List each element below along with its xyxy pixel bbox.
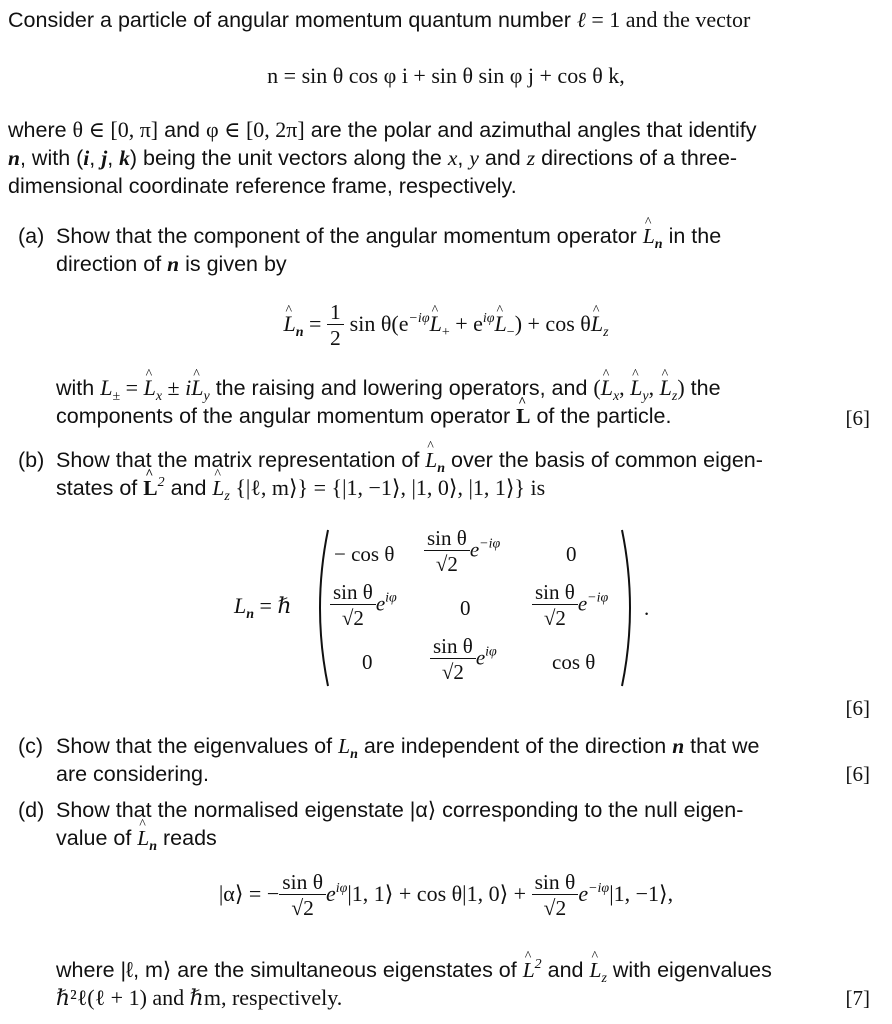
part-d-line-1: Show that the normalised eigenstate |α⟩ corresponding to the null eigen- (56, 798, 744, 822)
matrix-cell-13: 0 (566, 542, 577, 566)
part-b-line-1: Show that the matrix representation of ^ $L_n$ over the basis of common eigen- (56, 446, 870, 474)
matrix-cell-12: $\frac{\text{sin θ}}{√2}$ $e^{-i\varphi}$ (424, 526, 500, 577)
half-fraction: $\frac{1}{2}$ (327, 300, 344, 351)
part-a-marks: [6] (845, 406, 870, 430)
part-d-line-2: value of ^ $L_n$ reads (56, 824, 870, 852)
part-d-marks: [7] (845, 986, 870, 1010)
part-b-line-2: states of ^ $L^2$ and ^ $L_z$ {|ℓ, m⟩} = {|1, −1⟩, |1, 0⟩, |1, 1⟩} is (56, 474, 870, 502)
part-c-marks: [6] (845, 762, 870, 786)
vector-equation: n = sin θ cos φ i + sin θ sin φ j + cos θ k, (267, 63, 625, 88)
Ln-operator-equation: ^ $L_n$ = $\frac{1}{2}$ $\sin \theta(e^{-i\varphi}\^{}$ $L_+$ + $e^{i\varphi}\^{}$ $L_-) + \cos$ θ^ $L_z$ (0, 300, 892, 351)
matrix-cell-32: $\frac{\text{sin θ}}{√2}$ $e^{i\varphi}$ (430, 634, 497, 685)
part-a (18, 222, 870, 278)
intro-line-4: dimensional coordinate reference frame, respectively. (8, 174, 517, 198)
matrix-cell-23: $\frac{\text{sin θ}}{√2}$ $e^{-i\varphi}$ (532, 580, 608, 631)
part-a-line-4: components of the angular momentum operator ^ L of the particle. (56, 402, 870, 430)
part-a-line-1: Show that the component of the angular momentum operator ^ $L_n$ in the (56, 222, 870, 250)
intro-line-2: where θ ∈ [0, π] and φ ∈ [0, 2π] are the polar and azimuthal angles that identify (8, 117, 757, 142)
matrix-cell-33: cos θ (552, 650, 596, 674)
part-d-cont (18, 956, 870, 1012)
matrix-period: . (644, 596, 650, 620)
intro-line-1: Consider a particle of angular momentum quantum number ℓ = 1 and the vector (8, 7, 751, 32)
part-b-label: (b) (18, 448, 45, 472)
part-b-marks: [6] (845, 696, 870, 720)
intro-line-3: n, with (i, j, k) being the unit vectors along the x, y and z directions of a three- (8, 146, 738, 170)
part-a-line-2: direction of n is given by (56, 252, 287, 276)
part-c-line-2: are considering. (56, 762, 209, 786)
matrix-right-paren (618, 528, 640, 688)
matrix-lhs: $L_n$ = ℏ (234, 593, 292, 622)
matrix-cell-11: − cos θ (334, 542, 395, 566)
part-d-label: (d) (18, 798, 45, 822)
part-a-line-3: with $L_\pm$ = ^ $L_x$ ± i^ $L_y$ the raising and lowering operators, and (^ $L_x$, ^ $L_y$, ^ $L_z$) the (56, 374, 870, 402)
part-d-line-3: where |ℓ, m⟩ are the simultaneous eigenstates of ^ $L^2$ and ^ $L_z$ with eigenvalues (56, 956, 870, 984)
part-b (18, 446, 870, 502)
part-d (18, 796, 870, 852)
part-d-line-4: ℏ²ℓ(ℓ + 1) and ℏm, respectively. (56, 985, 343, 1010)
matrix-cell-21: $\frac{\text{sin θ}}{√2}$ $e^{i\varphi}$ (330, 580, 397, 631)
part-c (18, 732, 870, 788)
matrix-cell-22: 0 (460, 596, 471, 620)
part-c-label: (c) (18, 734, 44, 758)
matrix-left-paren (310, 528, 332, 688)
part-a-cont (18, 374, 870, 430)
part-c-line-1: Show that the eigenvalues of $L_n$ are independent of the direction n that we (56, 734, 760, 762)
part-a-label: (a) (18, 224, 45, 248)
matrix-cell-31: 0 (362, 650, 373, 674)
alpha-equation: |α⟩ = − $\frac{\text{sin θ}}{√2}$ $e^{i\varphi}|1$, 1⟩ + cos θ|1, 0⟩ + $\frac{\text{sin θ}}{√2}$ $e^{-i\varphi}|1$, −1⟩, (218, 870, 674, 920)
